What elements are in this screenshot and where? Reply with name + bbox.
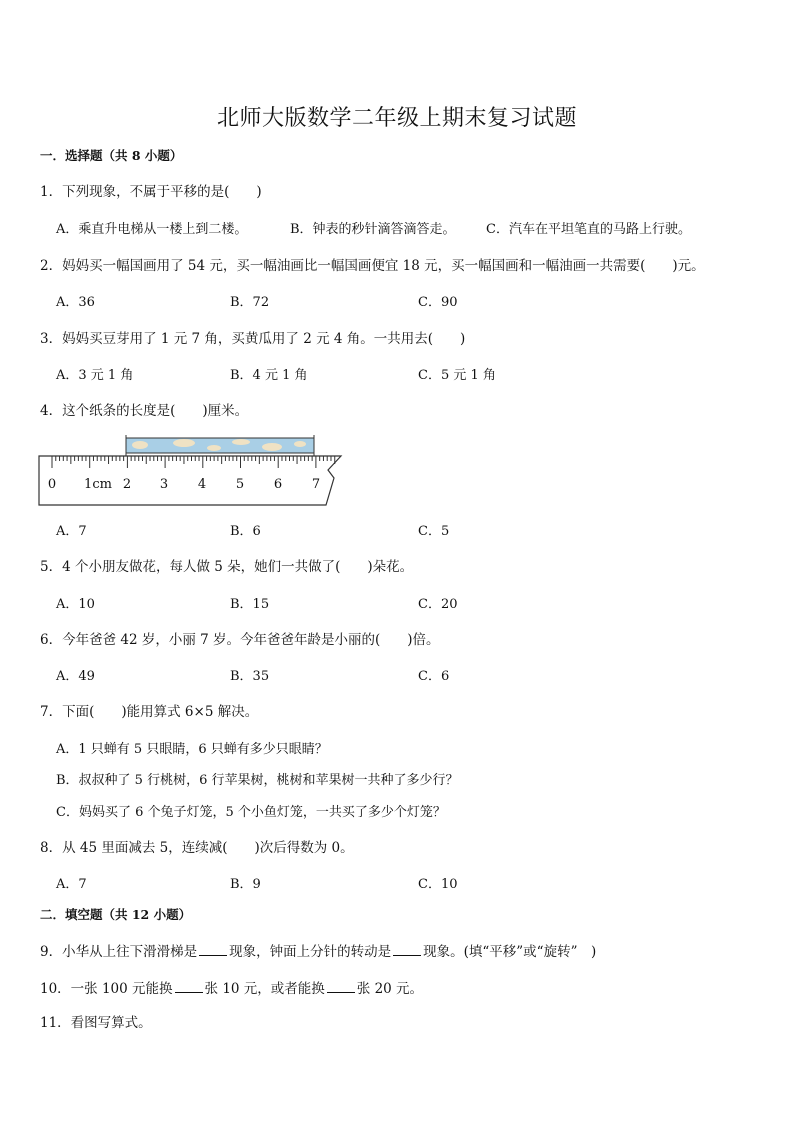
ruler-label-6: 6 — [273, 477, 283, 492]
question-3: 3．妈妈买豆芽用了 1 元 7 角，买黄瓜用了 2 元 4 角。一共用去( ) — [40, 331, 466, 347]
question-11: 11．看图写算式。 — [40, 1015, 152, 1031]
q4-option-c: C．5 — [418, 524, 450, 539]
q10-text-2: 张 10 元，或者能换 — [204, 981, 325, 997]
q1-option-c: C．汽车在平坦笔直的马路上行驶。 — [486, 222, 691, 237]
q5-option-c: C．20 — [418, 597, 458, 612]
section-heading-fill: 二．填空题（共 12 小题） — [40, 907, 192, 922]
q10-text-3: 张 20 元。 — [356, 981, 424, 997]
q6-option-c: C．6 — [418, 669, 450, 684]
q3-option-a: A．3 元 1 角 — [56, 368, 134, 383]
ruler-label-2: 2 — [122, 477, 132, 492]
q6-option-b: B．35 — [230, 669, 270, 684]
q5-option-b: B．15 — [230, 597, 270, 612]
ruler-label-1: 1cm — [84, 477, 112, 492]
q9-text-3: 现象。(填“平移”或“旋转” ) — [423, 944, 597, 960]
q1-option-b: B．钟表的秒针滴答滴答走。 — [290, 222, 456, 237]
question-5: 5．4 个小朋友做花，每人做 5 朵，她们一共做了( )朵花。 — [40, 559, 414, 575]
question-10 — [40, 977, 423, 997]
ruler-label-7: 7 — [311, 477, 321, 492]
q7-option-c: C．妈妈买了 6 个兔子灯笼，5 个小鱼灯笼，一共买了多少个灯笼？ — [56, 805, 446, 820]
q6-option-a: A．49 — [56, 669, 95, 684]
q10-blank-1 — [175, 980, 203, 993]
q8-option-c: C．10 — [418, 877, 458, 892]
q8-option-b: B．9 — [230, 877, 261, 892]
q9-blank-2 — [393, 943, 421, 956]
question-1: 1．下列现象，不属于平移的是( ) — [40, 184, 262, 200]
q7-option-a: A．1 只蝉有 5 只眼睛，6 只蝉有多少只眼睛？ — [56, 742, 328, 757]
ruler-label-5: 5 — [235, 477, 245, 492]
ruler-label-0: 0 — [47, 477, 57, 492]
question-8: 8．从 45 里面减去 5，连续减( )次后得数为 0。 — [40, 840, 354, 856]
q10-text-1: 10．一张 100 元能换 — [40, 981, 173, 997]
q7-option-b: B．叔叔种了 5 行桃树，6 行苹果树，桃树和苹果树一共种了多少行？ — [56, 773, 459, 788]
question-2: 2．妈妈买一幅国画用了 54 元，买一幅油画比一幅国画便宜 18 元，买一幅国画和一幅油画一共需要( )元。 — [40, 258, 705, 274]
ruler-figure — [36, 432, 346, 510]
paper-strip — [126, 438, 314, 453]
q9-blank-1 — [199, 943, 227, 956]
q10-blank-2 — [327, 980, 355, 993]
question-6: 6．今年爸爸 42 岁，小丽 7 岁。今年爸爸年龄是小丽的( )倍。 — [40, 632, 440, 648]
q9-text-2: 现象，钟面上分针的转动是 — [229, 944, 392, 960]
section-heading-choice: 一．选择题（共 8 小题） — [40, 148, 183, 163]
q2-option-c: C．90 — [418, 295, 458, 310]
q1-option-a: A．乘直升电梯从一楼上到二楼。 — [56, 222, 248, 237]
q3-option-c: C．5 元 1 角 — [418, 368, 496, 383]
q5-option-a: A．10 — [56, 597, 95, 612]
q3-option-b: B．4 元 1 角 — [230, 368, 308, 383]
question-7: 7．下面( )能用算式 6×5 解决。 — [40, 704, 259, 720]
q8-option-a: A．7 — [56, 877, 87, 892]
q4-option-a: A．7 — [56, 524, 87, 539]
page-title: 北师大版数学二年级上期末复习试题 — [216, 106, 577, 131]
q2-option-b: B．72 — [230, 295, 270, 310]
q9-text-1: 9．小华从上往下滑滑梯是 — [40, 944, 198, 960]
question-4: 4．这个纸条的长度是( )厘米。 — [40, 403, 249, 419]
q4-option-b: B．6 — [230, 524, 261, 539]
ruler-label-4: 4 — [197, 477, 207, 492]
ruler-label-3: 3 — [159, 477, 169, 492]
question-9 — [40, 940, 596, 960]
q2-option-a: A．36 — [56, 295, 95, 310]
